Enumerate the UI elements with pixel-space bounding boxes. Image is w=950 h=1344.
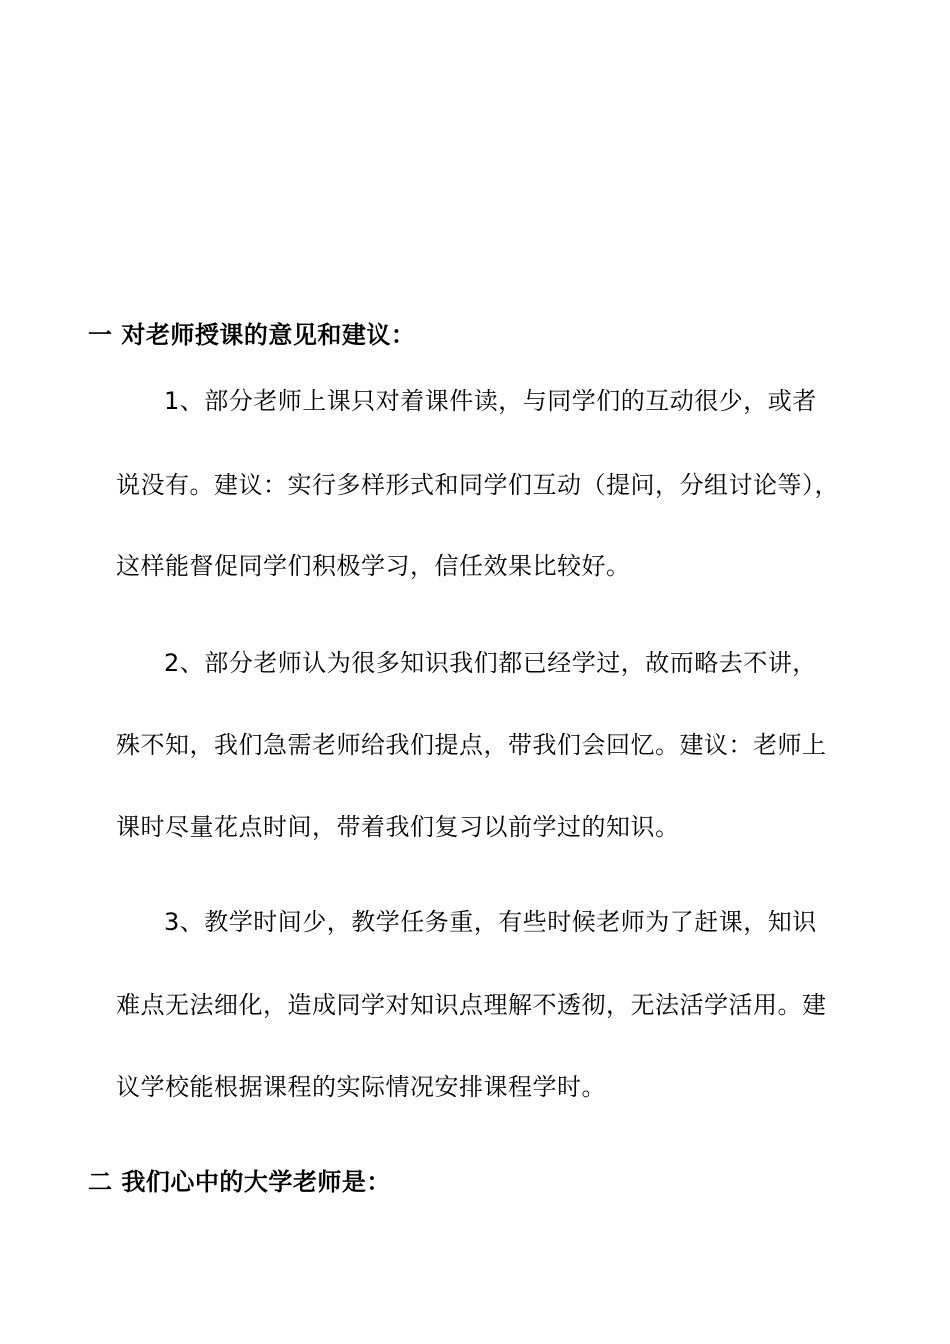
section-heading-1: 一 对老师授课的意见和建议：	[88, 321, 416, 349]
paragraph-2-line-1: 2、部分老师认为很多知识我们都已经学过，故而略去不讲，	[164, 649, 817, 677]
paragraph-1-line-2: 说没有。建议：实行多样形式和同学们互动（提问，分组讨论等），	[116, 471, 839, 499]
paragraph-1-line-3: 这样能督促同学们积极学习，信任效果比较好。	[116, 552, 631, 580]
paragraph-2-line-2: 殊不知，我们急需老师给我们提点，带我们会回忆。建议：老师上	[116, 731, 827, 759]
paragraph-3-line-3: 议学校能根据课程的实际情况安排课程学时。	[116, 1073, 606, 1101]
paragraph-1-line-1: 1、部分老师上课只对着课件读，与同学们的互动很少，或者	[164, 387, 817, 415]
paragraph-3-line-1: 3、教学时间少，教学任务重，有些时候老师为了赶课，知识	[164, 908, 817, 936]
section-heading-2: 二 我们心中的大学老师是：	[88, 1168, 391, 1196]
paragraph-3-line-2: 难点无法细化，造成同学对知识点理解不透彻，无法活学活用。建	[116, 991, 827, 1019]
paragraph-2-line-3: 课时尽量花点时间，带着我们复习以前学过的知识。	[116, 813, 680, 841]
